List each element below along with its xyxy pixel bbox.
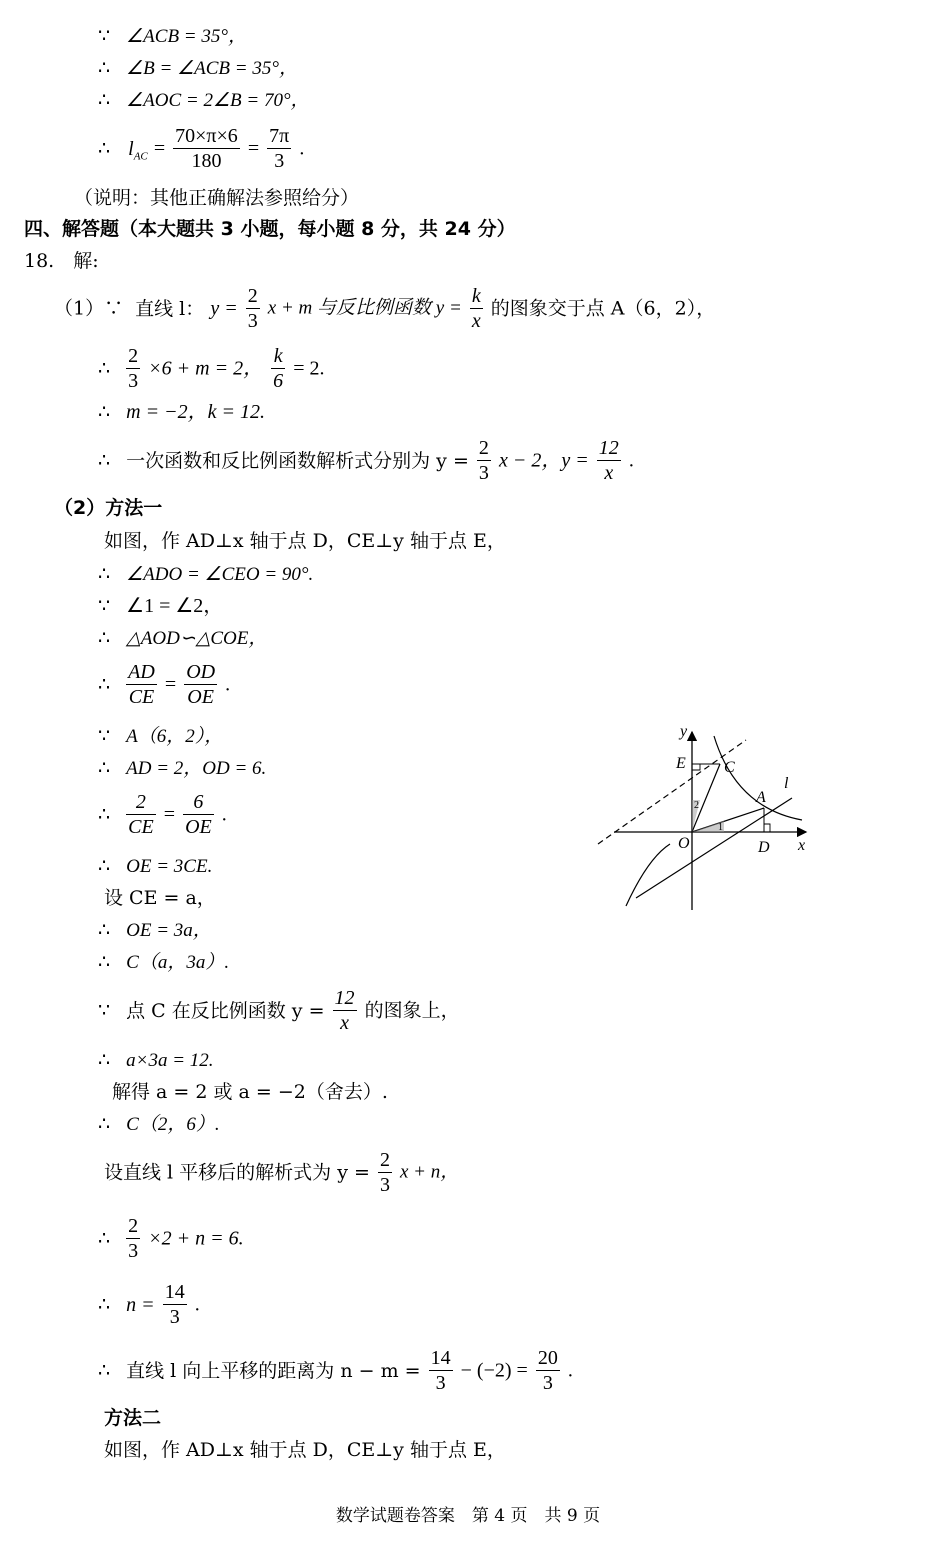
- math-text: ∠AOC = 2∠B = 70°，: [126, 90, 310, 111]
- equals: =: [153, 137, 166, 160]
- label-E: E: [676, 755, 686, 772]
- method-1-step-d: [98, 626, 267, 651]
- period: .: [194, 1293, 200, 1316]
- denominator: OE: [187, 686, 214, 708]
- section-heading: 四、解答题（本大题共 3 小题，每小题 8 分，共 24 分）: [24, 218, 516, 240]
- because-symbol: ∵: [98, 999, 111, 1022]
- denominator: 3: [169, 1306, 180, 1328]
- numerator: 14: [430, 1347, 451, 1369]
- line-3: [98, 88, 310, 113]
- denominator: 3: [435, 1372, 446, 1394]
- method-1-step-q: [104, 1148, 459, 1197]
- equals: =: [247, 137, 260, 160]
- therefore-symbol: ∴: [98, 803, 111, 826]
- method-1-step-b: [98, 562, 313, 587]
- fraction: [267, 124, 291, 173]
- denominator: 3: [542, 1372, 553, 1394]
- therefore-symbol: ∴: [98, 449, 111, 472]
- math-text: ∠B = ∠ACB = 35°，: [126, 58, 298, 79]
- label-C: C: [724, 759, 735, 776]
- label-O: O: [678, 835, 690, 852]
- denominator: x: [604, 462, 614, 484]
- period: .: [567, 1359, 573, 1382]
- fraction: [126, 660, 157, 709]
- therefore-symbol: ∴: [98, 563, 111, 585]
- denominator: CE: [128, 686, 155, 708]
- segment-OC: [692, 764, 720, 832]
- numerator: 20: [537, 1347, 558, 1369]
- part-1-step-3: [98, 400, 265, 424]
- math-text: x − 2，y =: [498, 449, 589, 472]
- part-1-step-2: [98, 344, 325, 393]
- therefore-symbol: ∴: [98, 855, 111, 877]
- math-text: n =: [126, 1293, 155, 1316]
- method-1-step-r: [98, 1214, 244, 1263]
- label-angle-2: 2: [694, 800, 699, 811]
- method-1-step-e: [98, 660, 230, 709]
- math-text: OE = 3a，: [126, 920, 212, 941]
- therefore-symbol: ∴: [98, 627, 111, 649]
- method-1-construction: 如图，作 AD⊥x 轴于点 D，CE⊥y 轴于点 E，: [104, 530, 506, 552]
- fraction: [126, 790, 156, 839]
- line-4-arc-length: [98, 124, 304, 173]
- numerator: k: [471, 285, 481, 307]
- math-text: m = −2，k = 12.: [126, 401, 265, 423]
- denominator: 3: [128, 370, 139, 392]
- therefore-symbol: ∴: [98, 1049, 111, 1071]
- math-text: ×6 + m = 2，: [148, 357, 264, 380]
- because-symbol: ∵: [98, 25, 111, 47]
- denominator: 3: [274, 150, 285, 172]
- fraction: [163, 1280, 187, 1329]
- denominator: OE: [185, 816, 212, 838]
- denominator: 3: [247, 310, 258, 332]
- method-1-step-t: [98, 1346, 573, 1395]
- math-text: C（2，6）.: [126, 1114, 220, 1135]
- denominator: 3: [128, 1240, 139, 1262]
- fraction: [126, 1214, 140, 1263]
- fraction: [126, 344, 140, 393]
- math-text: x + m 与反比例函数 y =: [267, 297, 462, 319]
- fraction: [378, 1148, 392, 1197]
- therefore-symbol: ∴: [98, 919, 111, 941]
- fraction: [536, 1346, 560, 1395]
- therefore-symbol: ∴: [98, 89, 111, 111]
- method-1-step-p: [98, 1112, 220, 1137]
- math-text: A（6，2），: [126, 726, 224, 747]
- math-text: △AOD∽△COE，: [126, 628, 268, 649]
- hyperbola-branch-3: [626, 844, 670, 906]
- numerator: 2: [247, 285, 258, 307]
- denominator: x: [340, 1012, 349, 1034]
- therefore-symbol: ∴: [98, 137, 111, 160]
- numerator: 7π: [269, 125, 290, 147]
- hyperbola-branch-1: [714, 736, 802, 820]
- because-symbol: ∵: [98, 725, 111, 747]
- fraction: [429, 1346, 453, 1395]
- numerator: 70×π×6: [175, 125, 238, 147]
- numerator: OD: [186, 661, 216, 683]
- denominator: 180: [191, 150, 222, 172]
- therefore-symbol: ∴: [98, 1113, 111, 1135]
- math-text: ∠ADO = ∠CEO = 90°.: [126, 564, 314, 585]
- numerator: 12: [334, 987, 355, 1009]
- method-1-step-h: [98, 790, 227, 839]
- numerator: 6: [183, 790, 214, 815]
- numerator: 14: [164, 1281, 185, 1303]
- fraction: [597, 436, 621, 485]
- fraction: [246, 284, 260, 333]
- denominator: x: [471, 310, 481, 332]
- right-angle-E: [692, 764, 700, 770]
- label-angle-1: 1: [718, 822, 723, 833]
- period: .: [628, 449, 634, 472]
- method-1-step-k: [98, 918, 212, 943]
- line-2: [98, 56, 298, 81]
- period: .: [221, 803, 227, 826]
- arc-length-symbol: l: [128, 137, 134, 160]
- math-text: = 2.: [293, 357, 325, 380]
- therefore-symbol: ∴: [98, 1359, 111, 1382]
- method-1-step-l: [98, 950, 229, 975]
- method-1-step-s: [98, 1280, 200, 1329]
- fraction: [271, 344, 285, 393]
- numerator: 2: [379, 1149, 390, 1171]
- denominator: CE: [128, 816, 154, 838]
- math-text: y =: [210, 297, 238, 320]
- method-1-step-g: [98, 756, 266, 781]
- label-y: y: [680, 723, 688, 740]
- therefore-symbol: ∴: [98, 1293, 111, 1316]
- label-A: A: [756, 789, 766, 806]
- math-text: OE = 3CE.: [126, 856, 213, 877]
- math-text: ∠ACB = 35°，: [126, 26, 247, 47]
- method-1-step-m: [98, 986, 460, 1035]
- numerator: k: [271, 344, 285, 369]
- numerator: 2: [126, 790, 156, 815]
- fraction: [173, 124, 240, 173]
- text: 的图象上，: [364, 999, 460, 1022]
- numerator: 12: [598, 437, 619, 459]
- text: 设直线 l 平移后的解析式为 y =: [104, 1161, 370, 1184]
- method-2-construction: 如图，作 AD⊥x 轴于点 D，CE⊥y 轴于点 E，: [104, 1439, 506, 1461]
- text: 直线 l 向上平移的距离为 n − m =: [126, 1359, 421, 1382]
- arc-subscript: AC: [133, 150, 148, 163]
- math-text: ×2 + n = 6.: [148, 1227, 244, 1250]
- math-text: x + n，: [399, 1161, 460, 1183]
- therefore-symbol: ∴: [98, 401, 111, 423]
- because-symbol: ∵: [98, 595, 111, 617]
- part-1-statement: [54, 284, 715, 333]
- therefore-symbol: ∴: [98, 673, 111, 696]
- therefore-symbol: ∴: [98, 757, 111, 779]
- method-1-step-f: [98, 724, 223, 749]
- numerator: 2: [478, 437, 489, 459]
- period: .: [299, 137, 305, 160]
- math-text: ∠1 = ∠2，: [126, 595, 224, 617]
- text: 的图象交于点 A（6，2），: [490, 297, 716, 320]
- equals: =: [163, 803, 176, 826]
- page-footer: 数学试题卷答案 第 4 页 共 9 页: [335, 1506, 601, 1526]
- therefore-symbol: ∴: [98, 951, 111, 973]
- therefore-symbol: ∴: [98, 1227, 111, 1250]
- fraction: [470, 284, 483, 333]
- method-1-step-j: 设 CE = a，: [104, 887, 216, 909]
- numerator: 2: [128, 345, 139, 367]
- text: 直线 l：: [135, 297, 205, 320]
- label-l: l: [784, 775, 789, 792]
- fraction: [183, 790, 214, 839]
- math-text: AD = 2，OD = 6.: [126, 758, 267, 779]
- label-x: x: [798, 837, 806, 854]
- part-label: （1）∵: [54, 297, 124, 320]
- math-text: − (−2) =: [460, 1359, 528, 1382]
- method-1-title: （2）方法一: [54, 497, 163, 519]
- period: .: [225, 673, 231, 696]
- question-18-label: 18. 解:: [24, 250, 99, 272]
- math-text: C（a，3a）.: [126, 952, 230, 973]
- part-1-step-4: [98, 436, 634, 485]
- fraction: [477, 436, 491, 485]
- method-2-title: 方法二: [104, 1407, 162, 1429]
- therefore-symbol: ∴: [98, 57, 111, 79]
- grading-note: （说明：其他正确解法参照给分）: [74, 187, 360, 209]
- method-1-step-n: [98, 1048, 214, 1073]
- text: 一次函数和反比例函数解析式分别为 y =: [126, 449, 469, 472]
- coordinate-figure: [596, 720, 812, 912]
- text: 点 C 在反比例函数 y =: [126, 999, 325, 1022]
- right-angle-D: [764, 824, 770, 832]
- method-1-step-i: [98, 854, 212, 879]
- fraction: [184, 660, 217, 709]
- math-text: a×3a = 12.: [126, 1050, 214, 1071]
- numerator: AD: [128, 661, 155, 683]
- label-D: D: [758, 839, 770, 856]
- method-1-step-o: 解得 a = 2 或 a = −2（舍去）.: [112, 1081, 388, 1103]
- numerator: 2: [128, 1215, 139, 1237]
- denominator: 3: [478, 462, 489, 484]
- fraction: [333, 986, 357, 1035]
- therefore-symbol: ∴: [98, 357, 111, 380]
- denominator: 3: [379, 1174, 390, 1196]
- method-1-step-c: [98, 594, 223, 618]
- equals: =: [164, 673, 177, 696]
- denominator: 6: [273, 370, 284, 392]
- line-1: [98, 24, 247, 49]
